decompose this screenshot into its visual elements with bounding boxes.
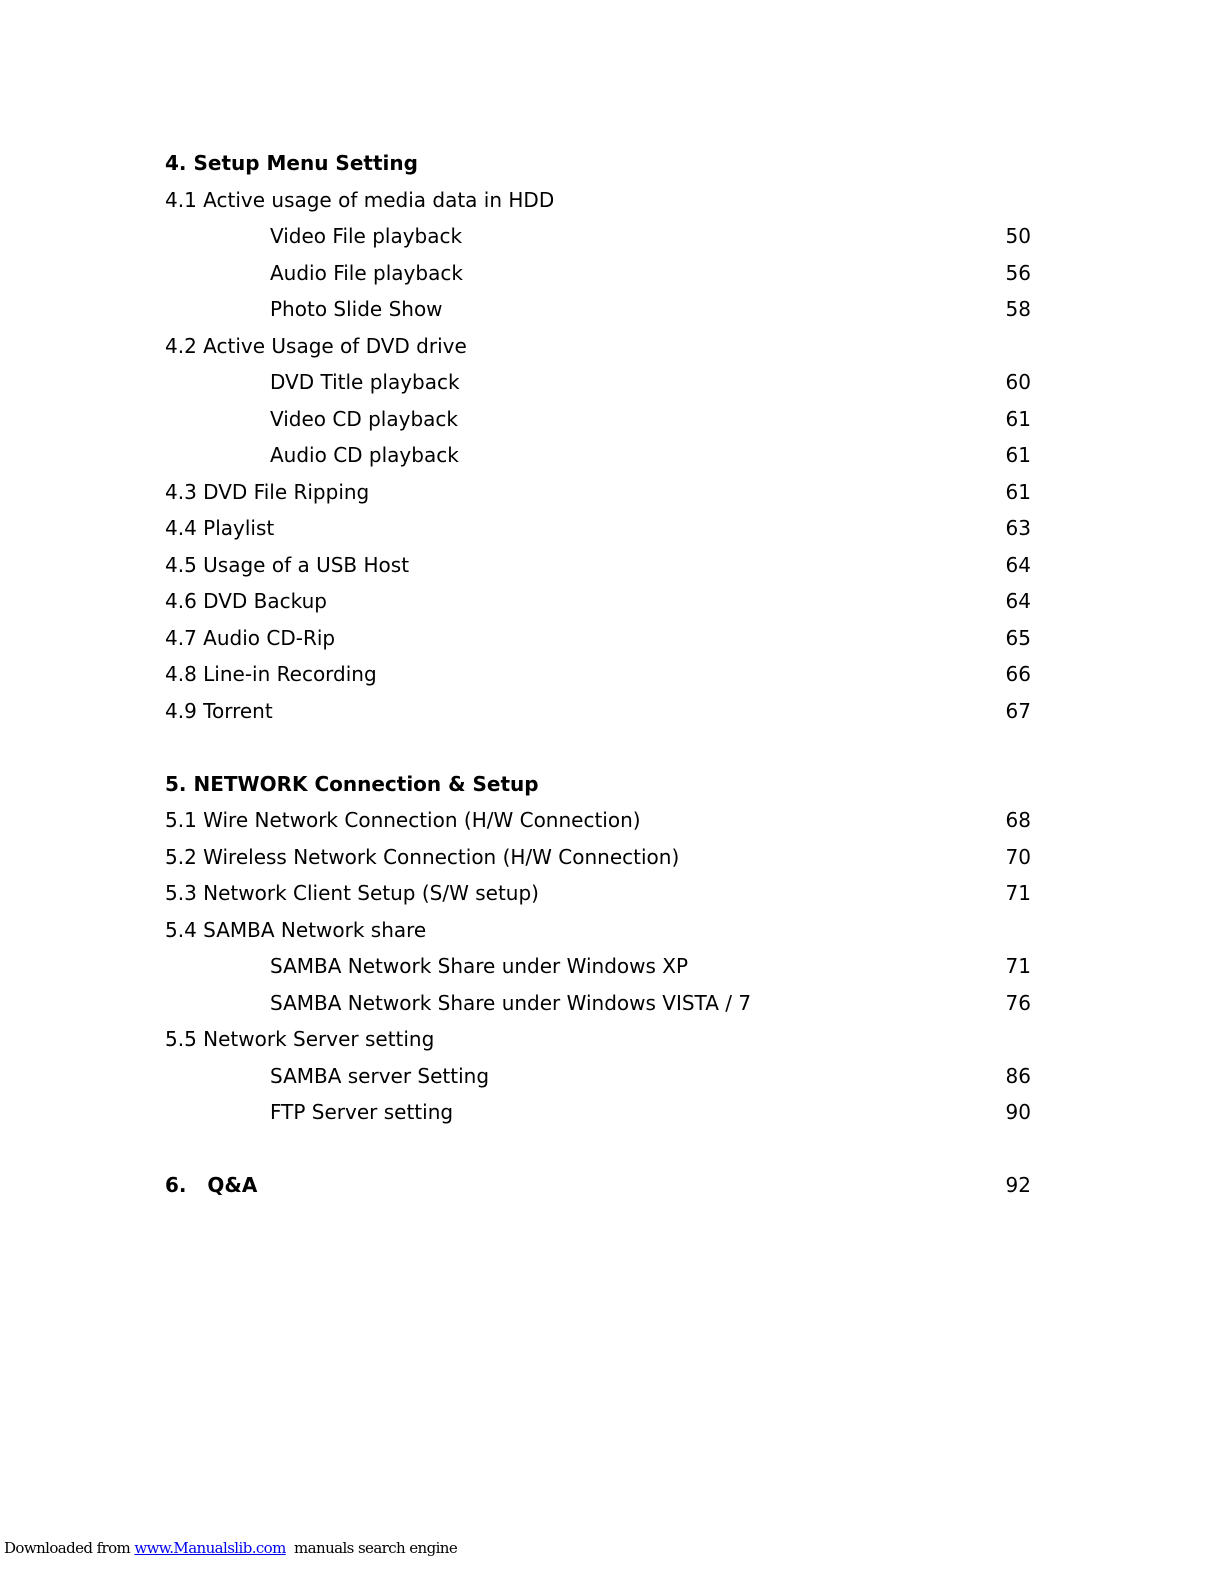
- toc-subentry: [165, 1058, 1031, 1095]
- toc-entry: [165, 693, 1031, 730]
- toc-entry-label: 4.3 DVD File Ripping: [165, 479, 370, 504]
- toc-page-number: 65: [1005, 625, 1031, 650]
- toc-entry: [165, 839, 1031, 876]
- toc-entry-label: SAMBA server Setting: [270, 1063, 490, 1088]
- toc-entry: [165, 802, 1031, 839]
- toc-entry-label: 5.1 Wire Network Connection (H/W Connection): [165, 808, 641, 832]
- toc-page-number: 61: [1005, 443, 1031, 467]
- toc-entry-label: Audio CD playback: [270, 443, 459, 467]
- toc-page-number: 67: [1005, 698, 1031, 723]
- toc-page-number: 76: [1005, 990, 1031, 1015]
- toc-subentry: [165, 1094, 1031, 1131]
- toc-page-number: 58: [1005, 297, 1031, 321]
- toc-entry: [165, 620, 1031, 657]
- toc-entry: [165, 583, 1031, 620]
- toc-page-number: 66: [1005, 662, 1031, 686]
- toc-page-number: 61: [1005, 479, 1031, 504]
- toc-entry: [165, 656, 1031, 693]
- section-heading: [165, 1167, 1031, 1204]
- toc-entry-label: DVD Title playback: [270, 370, 460, 394]
- toc-subentry: [165, 291, 1031, 328]
- toc-page-number: 90: [1005, 1100, 1031, 1124]
- toc-page-number: 61: [1005, 406, 1031, 431]
- section-heading: [165, 145, 1031, 182]
- toc-page-number: 71: [1005, 954, 1031, 978]
- toc-entry-label: Video File playback: [270, 224, 463, 248]
- toc-page-number: 68: [1005, 808, 1031, 832]
- toc-page-number: 64: [1005, 589, 1031, 613]
- toc-subentry: [165, 364, 1031, 401]
- section-spacer: [165, 729, 1031, 766]
- toc-entry-label: 4.1 Active usage of media data in HDD: [165, 187, 555, 212]
- toc-subentry: [165, 948, 1031, 985]
- footer-suffix: manuals search engine: [285, 1539, 458, 1557]
- toc-page-number: 71: [1005, 881, 1031, 905]
- toc-entry: [165, 474, 1031, 511]
- toc-entry-label: 4.9 Torrent: [165, 698, 273, 723]
- toc-entry-label: 4.6 DVD Backup: [165, 589, 327, 613]
- toc-entry-label: 5.3 Network Client Setup (S/W setup): [165, 881, 539, 905]
- toc-entry-label: 5.2 Wireless Network Connection (H/W Connection): [165, 844, 680, 869]
- download-footer: [4, 1539, 457, 1557]
- manualslib-link[interactable]: www.Manualslib.com: [134, 1539, 286, 1557]
- toc-entry-label: 5.4 SAMBA Network share: [165, 917, 427, 942]
- toc-entry-label: Audio File playback: [270, 260, 463, 285]
- toc-page-number: 63: [1005, 516, 1031, 540]
- table-of-contents: [165, 145, 1031, 1204]
- toc-entry-label: 4.4 Playlist: [165, 516, 275, 540]
- toc-subentry: [165, 985, 1031, 1022]
- toc-entry-label: SAMBA Network Share under Windows XP: [270, 954, 689, 978]
- toc-subentry: [165, 255, 1031, 292]
- footer-prefix: Downloaded from: [4, 1539, 135, 1557]
- section-heading: [165, 766, 1031, 803]
- toc-entry: [165, 510, 1031, 547]
- toc-page-number: 56: [1005, 260, 1031, 285]
- toc-page-number: 50: [1005, 224, 1031, 248]
- section-title: 6. Q&A: [165, 1173, 258, 1197]
- toc-entry-label: 5.5 Network Server setting: [165, 1027, 435, 1051]
- toc-entry: [165, 328, 1031, 365]
- toc-entry-label: 4.8 Line-in Recording: [165, 662, 377, 686]
- section-title: 5. NETWORK Connection & Setup: [165, 771, 539, 796]
- toc-subentry: [165, 401, 1031, 438]
- toc-entry-label: SAMBA Network Share under Windows VISTA / 7: [270, 990, 752, 1015]
- toc-entry-label: 4.5 Usage of a USB Host: [165, 552, 410, 577]
- section-title: 4. Setup Menu Setting: [165, 151, 418, 175]
- section-spacer: [165, 1131, 1031, 1168]
- toc-entry-label: FTP Server setting: [270, 1100, 454, 1124]
- toc-entry: [165, 912, 1031, 949]
- toc-entry-label: Video CD playback: [270, 406, 458, 431]
- toc-subentry: [165, 218, 1031, 255]
- toc-page-number: 92: [1005, 1173, 1031, 1197]
- toc-subentry: [165, 437, 1031, 474]
- toc-page-number: 70: [1005, 844, 1031, 869]
- toc-entry: [165, 875, 1031, 912]
- toc-page-number: 60: [1005, 370, 1031, 394]
- toc-page-number: 86: [1005, 1063, 1031, 1088]
- toc-entry-label: Photo Slide Show: [270, 297, 443, 321]
- toc-entry: [165, 182, 1031, 219]
- toc-entry: [165, 1021, 1031, 1058]
- toc-entry-label: 4.7 Audio CD-Rip: [165, 625, 336, 650]
- toc-entry-label: 4.2 Active Usage of DVD drive: [165, 333, 467, 358]
- toc-entry: [165, 547, 1031, 584]
- toc-page-number: 64: [1005, 552, 1031, 577]
